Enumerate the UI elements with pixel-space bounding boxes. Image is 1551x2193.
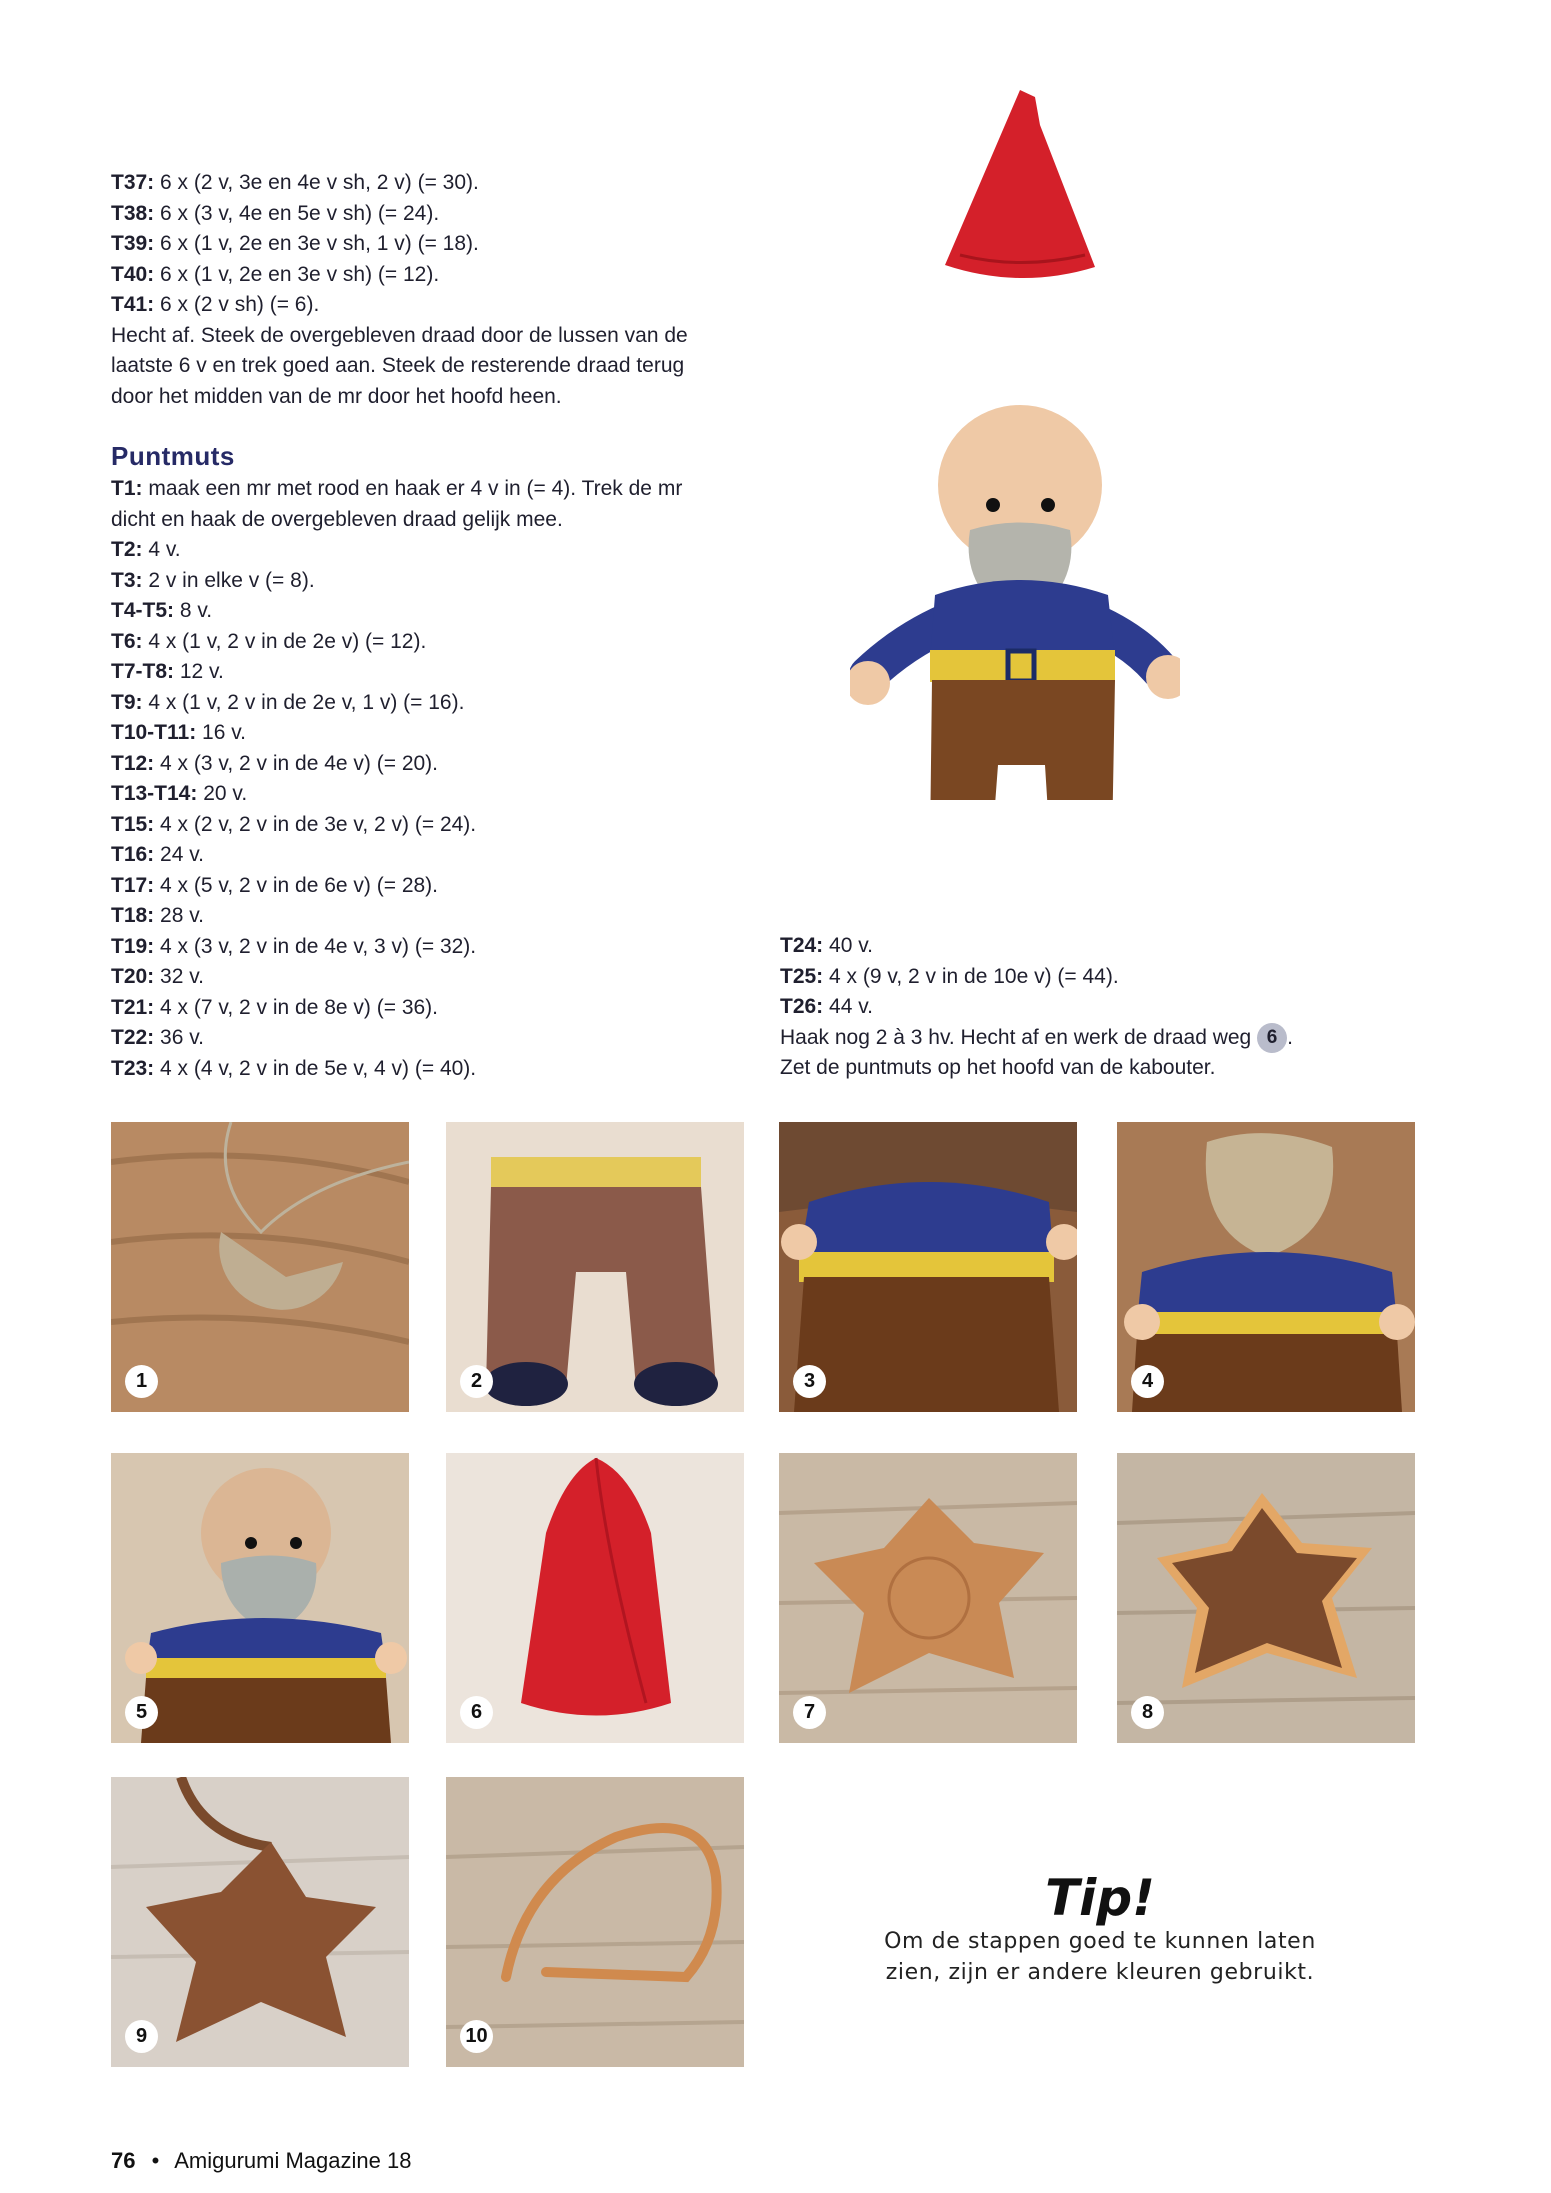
row-instruction: 4 x (2 v, 2 v in de 3e v, 2 v) (= 24). — [154, 812, 477, 836]
photo-number: 6 — [460, 1696, 493, 1729]
row-instruction: 6 x (2 v sh) (= 6). — [154, 293, 320, 316]
row-label: T1: — [111, 477, 143, 500]
final-instruction-text: Haak nog 2 à 3 hv. Hecht af en werk de draad weg — [780, 1025, 1258, 1049]
pattern-row — [111, 810, 731, 841]
step-photo-1 — [111, 1122, 409, 1412]
row-label: T37: — [111, 171, 155, 194]
pattern-top — [111, 168, 731, 412]
row-label: T40: — [111, 262, 155, 286]
pattern-row — [111, 1023, 731, 1054]
photo-number: 2 — [460, 1365, 493, 1398]
pattern-row — [111, 627, 731, 658]
row-instruction: 8 v. — [174, 599, 213, 622]
pattern-rows-hat — [111, 474, 731, 1084]
row-instruction: 4 x (4 v, 2 v in de 5e v, 4 v) (= 40). — [154, 1056, 477, 1080]
row-label: T4-T5: — [111, 599, 174, 622]
footer-separator: • — [151, 2148, 160, 2173]
photo-reference-badge: 6 — [1257, 1023, 1287, 1053]
pattern-rows-top — [111, 168, 731, 321]
row-instruction: 44 v. — [823, 995, 873, 1018]
pattern-row — [111, 779, 731, 810]
row-label: T23: — [111, 1056, 155, 1080]
row-instruction: 4 v. — [142, 538, 181, 561]
row-label: T19: — [111, 934, 155, 958]
row-label: T12: — [111, 751, 155, 775]
row-instruction: 6 x (2 v, 3e en 4e v sh, 2 v) (= 30). — [154, 171, 479, 194]
magazine-name: Amigurumi Magazine 18 — [174, 2148, 412, 2173]
pattern-row — [111, 1054, 731, 1085]
pattern-continued — [780, 931, 1400, 1084]
row-instruction: 4 x (3 v, 2 v in de 4e v, 3 v) (= 32). — [154, 934, 477, 958]
red-hat-image — [446, 1453, 744, 1743]
pattern-row — [111, 688, 731, 719]
pattern-row — [111, 229, 731, 260]
row-instruction: 4 x (1 v, 2 v in de 2e v, 1 v) (= 16). — [142, 690, 465, 714]
row-label: T20: — [111, 965, 155, 988]
photo-number: 1 — [125, 1365, 158, 1398]
pattern-row — [111, 260, 731, 291]
row-instruction: 6 x (1 v, 2e en 3e v sh) (= 12). — [154, 262, 440, 286]
row-label: T16: — [111, 843, 155, 866]
pattern-row — [111, 962, 731, 993]
row-instruction: 2 v in elke v (= 8). — [142, 568, 315, 592]
gnome-beard-image — [1117, 1122, 1415, 1412]
row-label: T41: — [111, 293, 155, 316]
photo-number: 10 — [460, 2020, 493, 2053]
row-instruction: 4 x (3 v, 2 v in de 4e v) (= 20). — [154, 751, 439, 775]
photo-number: 9 — [125, 2020, 158, 2053]
crochet-trousers-image — [446, 1122, 744, 1412]
row-instruction: 4 x (5 v, 2 v in de 6e v) (= 28). — [154, 873, 439, 897]
pattern-row — [111, 993, 731, 1024]
pattern-row — [111, 901, 731, 932]
hat-pattern — [111, 440, 731, 1084]
tip-box — [860, 1870, 1340, 1988]
final-instruction — [780, 1023, 1400, 1054]
section-title: Puntmuts — [111, 441, 235, 471]
pattern-row — [111, 749, 731, 780]
photo-number: 5 — [125, 1696, 158, 1729]
pattern-rows-right — [780, 931, 1400, 1023]
row-instruction: 6 x (1 v, 2e en 3e v sh, 1 v) (= 18). — [154, 232, 479, 255]
pattern-row — [780, 931, 1400, 962]
tip-text-line: Om de stappen goed te kunnen laten — [884, 1929, 1316, 1954]
row-label: T10-T11: — [111, 721, 197, 744]
row-label: T18: — [111, 904, 155, 927]
finish-instructions: Hecht af. Steek de overgebleven draad door de lussen van de laatste 6 v en trek goed aan. Steek de resterende draad terug door het midden van de mr door het hoofd heen. — [111, 323, 688, 408]
row-label: T3: — [111, 568, 143, 592]
row-label: T38: — [111, 201, 155, 225]
row-instruction: 16 v. — [196, 721, 247, 744]
row-instruction: 12 v. — [174, 660, 224, 683]
pattern-row — [111, 718, 731, 749]
row-instruction: 4 x (9 v, 2 v in de 10e v) (= 44). — [823, 964, 1119, 988]
row-label: T22: — [111, 1026, 155, 1049]
pattern-row — [111, 657, 731, 688]
pattern-row — [111, 840, 731, 871]
photo-number: 3 — [793, 1365, 826, 1398]
photo-number: 4 — [1131, 1365, 1164, 1398]
gnome-illustration — [850, 85, 1180, 800]
row-instruction: 4 x (7 v, 2 v in de 8e v) (= 36). — [154, 995, 439, 1019]
step-photo-3 — [779, 1122, 1077, 1412]
photo-number: 7 — [793, 1696, 826, 1729]
pattern-row — [111, 596, 731, 627]
photo-number: 8 — [1131, 1696, 1164, 1729]
step-photo-2 — [446, 1122, 744, 1412]
row-label: T2: — [111, 538, 143, 561]
step-photo-6 — [446, 1453, 744, 1743]
page-number: 76 — [111, 2148, 136, 2173]
light-star-image — [779, 1453, 1077, 1743]
gnome-body-image — [779, 1122, 1077, 1412]
gnome-head-image — [111, 1453, 409, 1743]
row-instruction: 28 v. — [154, 904, 204, 927]
step-photo-4 — [1117, 1122, 1415, 1412]
tip-text — [860, 1926, 1340, 1988]
edged-star-image — [1117, 1453, 1415, 1743]
step-photo-8 — [1117, 1453, 1415, 1743]
page-footer — [111, 2148, 411, 2174]
row-label: T9: — [111, 690, 143, 714]
pattern-row — [111, 871, 731, 902]
row-instruction: 36 v. — [154, 1026, 204, 1049]
tip-text-line: zien, zijn er andere kleuren gebruikt. — [885, 1960, 1315, 1985]
step-photo-10 — [446, 1777, 744, 2067]
row-instruction: 20 v. — [197, 782, 248, 805]
row-label: T17: — [111, 873, 155, 897]
pattern-row — [111, 566, 731, 597]
row-instruction: 4 x (1 v, 2 v in de 2e v) (= 12). — [142, 629, 427, 653]
pattern-row — [111, 199, 731, 230]
row-instruction: 6 x (3 v, 4e en 5e v sh) (= 24). — [154, 201, 440, 225]
row-label: T6: — [111, 629, 143, 653]
pattern-row — [111, 474, 731, 535]
pattern-row — [780, 962, 1400, 993]
step-photo-5 — [111, 1453, 409, 1743]
row-instruction: 32 v. — [154, 965, 204, 988]
pattern-row — [780, 992, 1400, 1023]
row-label: T25: — [780, 964, 824, 988]
row-label: T15: — [111, 812, 155, 836]
pattern-row — [111, 168, 731, 199]
gnome-figure — [850, 85, 1180, 800]
row-instruction: maak een mr met rood en haak er 4 v in (= 4). Trek de mr dicht en haak de overgebleven draad gelijk mee. — [111, 477, 683, 531]
crochet-chain-image — [446, 1777, 744, 2067]
row-instruction: 40 v. — [823, 934, 873, 957]
row-label: T13-T14: — [111, 782, 198, 805]
brown-star-image — [111, 1777, 409, 2067]
crochet-circle-image — [111, 1122, 409, 1412]
row-instruction: 24 v. — [154, 843, 204, 866]
step-photo-7 — [779, 1453, 1077, 1743]
step-photo-9 — [111, 1777, 409, 2067]
row-label: T21: — [111, 995, 155, 1019]
pattern-row — [111, 290, 731, 321]
pattern-row — [111, 535, 731, 566]
row-label: T26: — [780, 995, 824, 1018]
final-instruction-end: . — [1287, 1025, 1293, 1049]
row-label: T39: — [111, 232, 155, 255]
row-label: T7-T8: — [111, 660, 174, 683]
final-instruction-2: Zet de puntmuts op het hoofd van de kabouter. — [780, 1056, 1216, 1079]
pattern-row — [111, 932, 731, 963]
tip-title: Tip! — [1045, 1869, 1155, 1927]
row-label: T24: — [780, 934, 824, 957]
